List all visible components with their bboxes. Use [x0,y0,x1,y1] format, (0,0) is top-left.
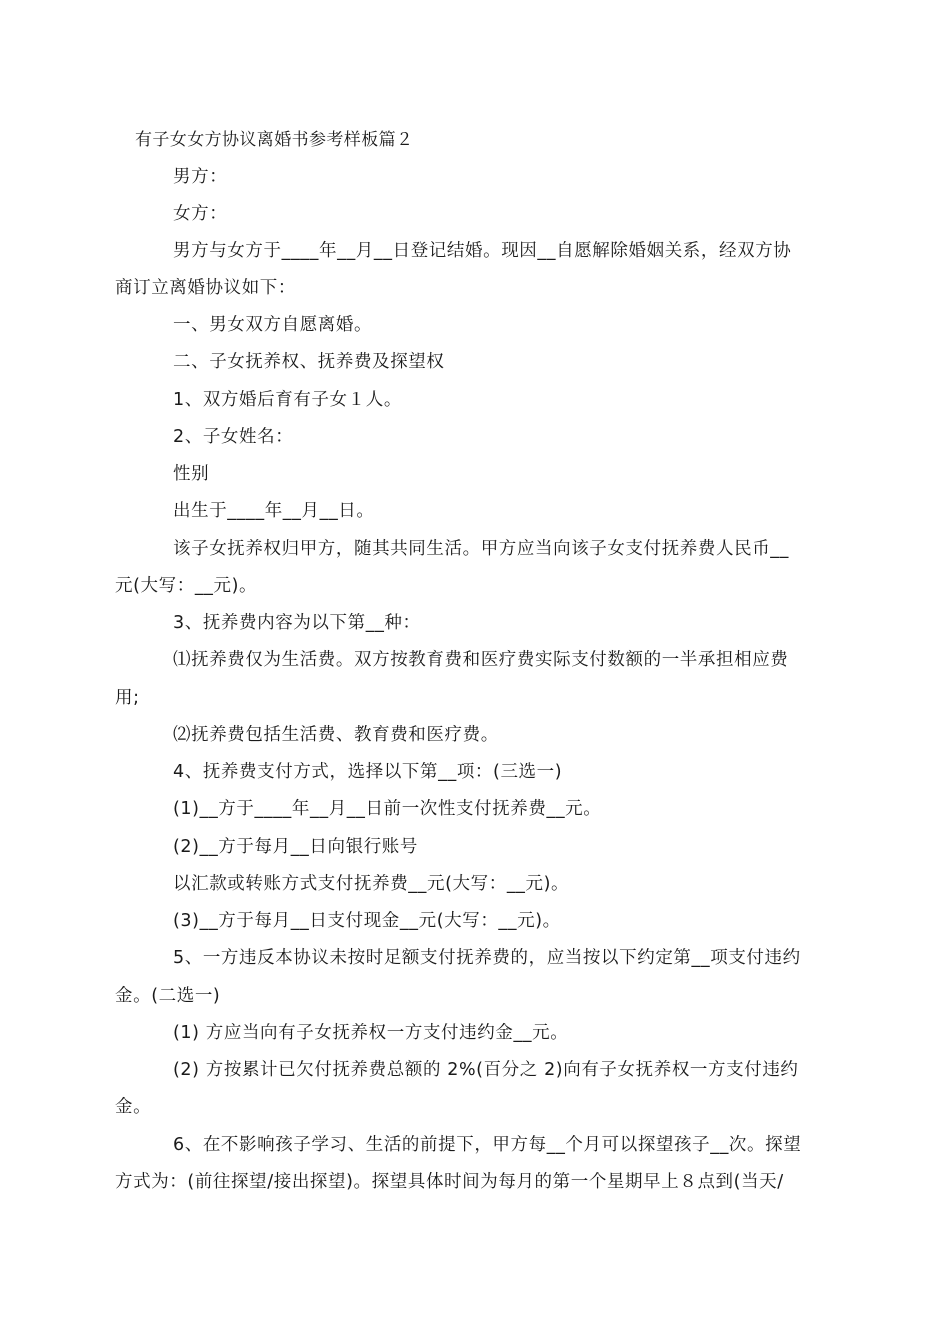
paragraph-line: (3)__方于每月__日支付现金__元(大写：__元)。 [173,911,561,931]
paragraph-line: ⑵抚养费包括生活费、教育费和医疗费。 [173,725,499,745]
paragraph-line: 该子女抚养权归甲方，随其共同生活。甲方应当向该子女支付抚养费人民币__ [173,539,789,559]
paragraph-line: 6、在不影响孩子学习、生活的前提下，甲方每__个月可以探望孩子__次。探望 [173,1135,802,1155]
section-heading: 二、子女抚养权、抚养费及探望权 [173,352,445,372]
paragraph-line: 金。 [115,1097,152,1117]
paragraph-line: 以汇款或转账方式支付抚养费__元(大写：__元)。 [173,874,570,894]
paragraph-line: 2、子女姓名： [173,427,294,447]
paragraph-line: 4、抚养费支付方式，选择以下第__项：(三选一) [173,762,563,782]
paragraph-line: 出生于____年__月__日。 [173,501,375,521]
paragraph-line: 元(大写：__元)。 [115,576,258,596]
paragraph-line: 男方与女方于____年__月__日登记结婚。现因__自愿解除婚姻关系，经双方协 [173,241,792,261]
paragraph-line: (2) 方按累计已欠付抚养费总额的 2%(百分之 2)向有子女抚养权一方支付违约 [173,1060,799,1080]
paragraph-line: (2)__方于每月__日向银行账号 [173,837,418,857]
paragraph-line: 5、一方违反本协议未按时足额支付抚养费的，应当按以下约定第__项支付违约 [173,948,801,968]
paragraph-line: 一、男女双方自愿离婚。 [173,315,373,335]
paragraph-line: (1) 方应当向有子女抚养权一方支付违约金__元。 [173,1023,569,1043]
paragraph-line: 性别 [173,464,210,484]
document-title: 有子女女方协议离婚书参考样板篇２ [135,130,414,150]
male-party-line: 男方： [173,167,228,187]
paragraph-line: 用; [115,688,140,708]
paragraph-line: 1、双方婚后育有子女１人。 [173,390,402,410]
paragraph-line: 金。(二选一) [115,986,221,1006]
female-party-line: 女方： [173,204,228,224]
paragraph-line: 商订立离婚协议如下： [115,278,296,298]
paragraph-line: 方式为：(前往探望/接出探望)。探望具体时间为每月的第一个星期早上８点到(当天/ [115,1172,784,1192]
paragraph-line: 3、抚养费内容为以下第__种： [173,613,421,633]
paragraph-line: ⑴抚养费仅为生活费。双方按教育费和医疗费实际支付数额的一半承担相应费 [173,650,789,670]
paragraph-line: (1)__方于____年__月__日前一次性支付抚养费__元。 [173,799,602,819]
